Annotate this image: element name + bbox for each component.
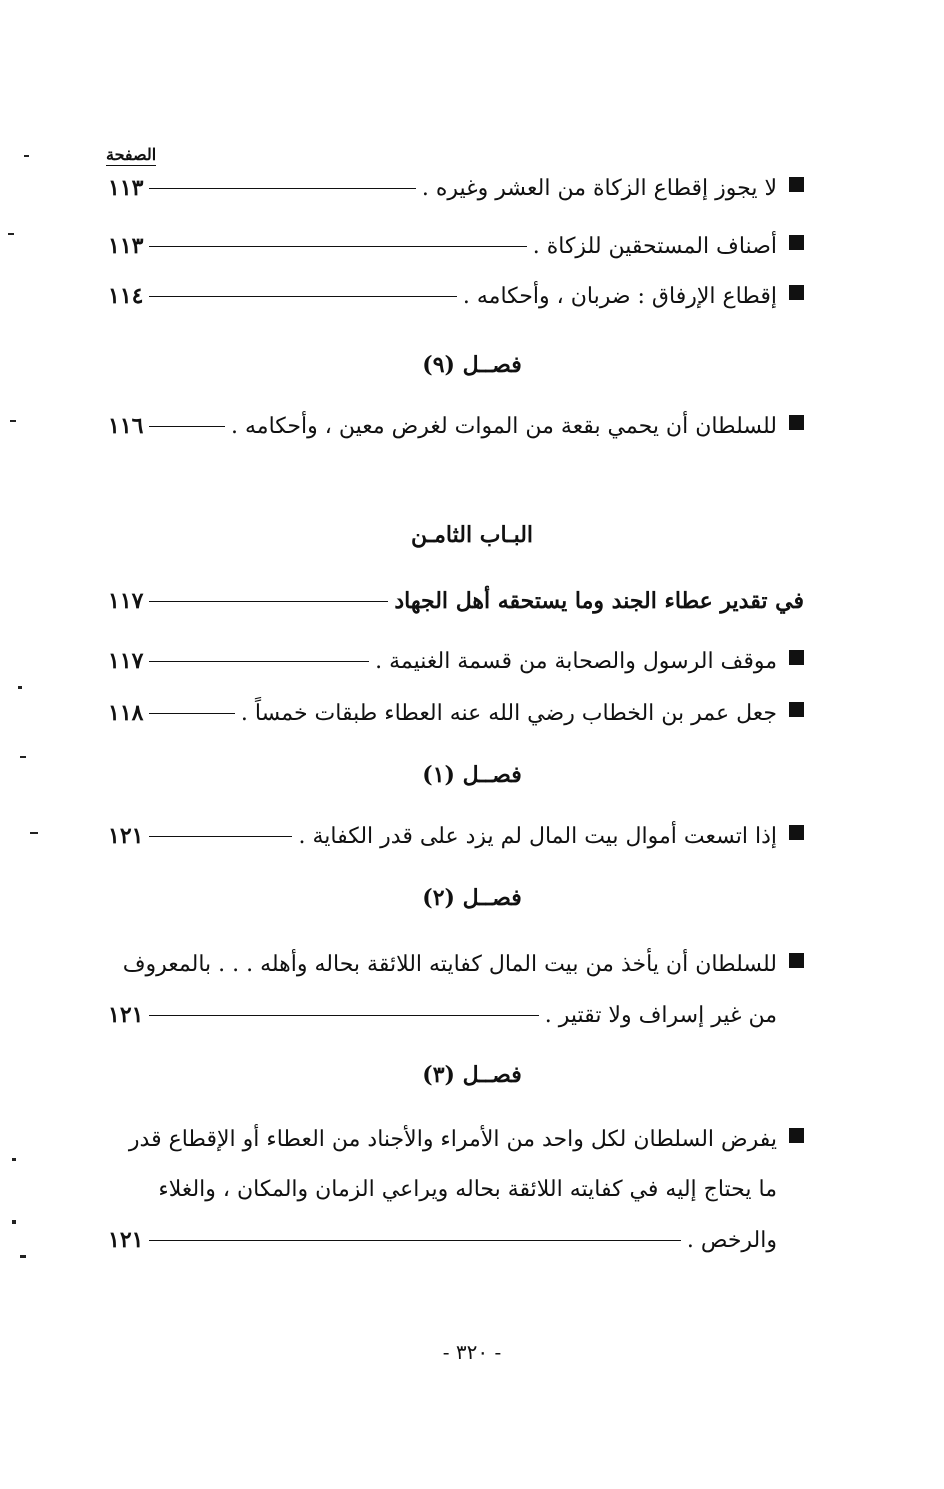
entry-page: ١١٨ (108, 700, 144, 726)
toc-entry (108, 172, 804, 205)
scan-mark (10, 420, 16, 422)
bullet-square-icon (789, 953, 804, 968)
entry-page: ١٢١ (108, 1002, 144, 1028)
scan-mark (12, 1220, 16, 1224)
scan-mark (30, 832, 38, 834)
entry-page: ١١٧ (108, 588, 144, 614)
entry-page: ١١٦ (108, 413, 144, 439)
leader-line (149, 1015, 538, 1016)
leader-line (149, 661, 369, 662)
entry-text: إذا اتسعت أموال بيت المال لم يزد على قدر الكفاية . (298, 824, 777, 849)
entry-text: إقطاع الإرفاق : ضربان ، وأحكامه . (462, 284, 777, 309)
section-heading: فصــل (٣) (422, 1062, 522, 1088)
entry-text-line: ما يحتاج إليه في كفايته اللائقة بحاله ويراعي الزمان والمكان ، والغلاء (158, 1177, 777, 1202)
leader-line (149, 426, 225, 427)
scan-mark (18, 686, 22, 689)
section-heading: فصــل (١) (422, 762, 522, 788)
scan-mark (20, 756, 26, 758)
bullet-square-icon (789, 415, 804, 430)
entry-page: ١٢١ (108, 1227, 144, 1253)
section-heading: فصــل (٢) (422, 885, 522, 911)
page-number: - ٣٢٠ - (442, 1340, 502, 1364)
leader-line (149, 836, 292, 837)
toc-entry (108, 645, 804, 678)
toc-entry (108, 230, 804, 263)
entry-text-line: من غير إسراف ولا تقتير . (544, 1003, 777, 1028)
entry-text-line: يفرض السلطان لكل واحد من الأمراء والأجناد من العطاء أو الإقطاع قدر (128, 1127, 777, 1152)
section-heading: فصــل (٩) (422, 352, 522, 378)
leader-line (149, 296, 456, 297)
chapter-subtitle: في تقدير عطاء الجند وما يستحقه أهل الجهاد (394, 588, 804, 614)
entry-page: ١٢١ (108, 823, 144, 849)
bullet-square-icon (789, 650, 804, 665)
entry-text: للسلطان أن يحمي بقعة من الموات لغرض معين ، وأحكامه . (231, 414, 777, 439)
bullet-square-icon (789, 235, 804, 250)
scan-mark (12, 1158, 16, 1161)
toc-entry-multiline (108, 1115, 804, 1266)
leader-line (149, 188, 415, 189)
page-column-label: الصفحة (106, 145, 157, 164)
entry-text: أصناف المستحقين للزكاة . (532, 234, 777, 259)
bullet-square-icon (789, 1128, 804, 1143)
chapter-subtitle-entry (108, 585, 804, 618)
toc-entry-multiline (108, 940, 804, 1041)
leader-line (149, 601, 388, 602)
scan-mark (24, 155, 29, 157)
entry-page: ١١٣ (108, 233, 144, 259)
scan-mark (8, 233, 14, 235)
bullet-square-icon (789, 285, 804, 300)
toc-entry (108, 280, 804, 313)
entry-page: ١١٧ (108, 648, 144, 674)
leader-line (149, 1240, 680, 1241)
entry-text: لا يجوز إقطاع الزكاة من العشر وغيره . (421, 176, 777, 201)
entry-text: موقف الرسول والصحابة من قسمة الغنيمة . (375, 649, 777, 674)
toc-entry (108, 697, 804, 730)
toc-entry (108, 410, 804, 443)
entry-page: ١١٣ (108, 175, 144, 201)
leader-line (149, 713, 234, 714)
entry-text-line: للسلطان أن يأخذ من بيت المال كفايته اللائقة بحاله وأهله . . . بالمعروف (122, 952, 777, 977)
bullet-square-icon (789, 177, 804, 192)
leader-line (149, 246, 526, 247)
bullet-square-icon (789, 702, 804, 717)
toc-entry (108, 820, 804, 853)
scan-mark (20, 1255, 26, 1258)
bullet-square-icon (789, 825, 804, 840)
entry-page: ١١٤ (108, 283, 144, 309)
chapter-title: البـاب الثامـن (410, 522, 534, 548)
entry-text-line: والرخص . (686, 1228, 777, 1253)
entry-text: جعل عمر بن الخطاب رضي الله عنه العطاء طبقات خمساً . (240, 701, 777, 726)
